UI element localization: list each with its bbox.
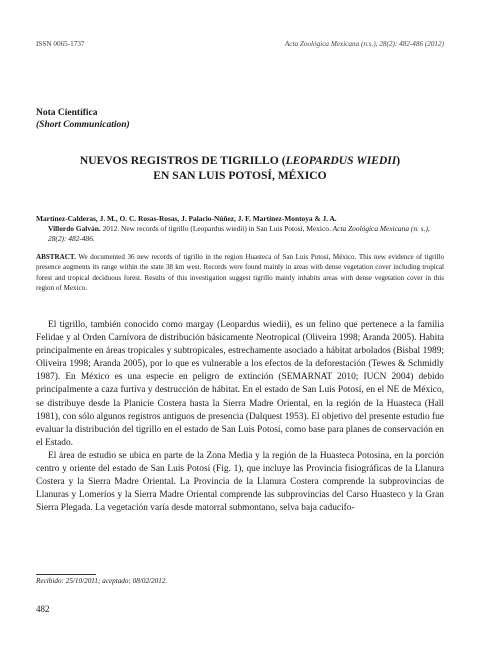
citation-authors-line1: Martínez-Calderas, J. M., O. C. Rosas-Rosas, J. Palacio-Núñez, J. F. Martínez-Montoya & J. A. xyxy=(36,214,337,223)
issn: ISSN 0065-1737 xyxy=(36,40,85,48)
title-part2: ) xyxy=(396,154,401,167)
body-paragraph-2: El área de estudio se ubica en parte de la Zona Media y la región de la Huasteca Potosina, en la porción centro y oriente del estado de San Luis Potosí (Fig. 1), que incluye las Provincia fisiográficas de la Llanura Costera y la Sierra Madre Oriental. La Provincia de la Llanura Costera comprende la subprovincias de Llanuras y Lomeríos y la Sierra Madre Oriental comprende las subprovincias del Carso Huasteco y la Gran Sierra Plegada. La vegetación varía desde matorral submontano, selva baja caducifo- xyxy=(36,450,444,514)
article-title xyxy=(36,153,444,183)
article-body xyxy=(36,319,444,515)
title-line2: EN SAN LUIS POTOSÍ, MÉXICO xyxy=(153,169,327,182)
title-part1: NUEVOS REGISTROS DE TIGRILLO ( xyxy=(79,154,286,167)
body-paragraph-1: El tigrillo, también conocido como margay (Leopardus wiedii), es un felino que pertenece a la familia Felidae y al Orden Carnívora de distribución básicamente Neotropical (Oliveira 1998; Aranda 2005). Habita principalmente en áreas tropicales y subtropicales, estrechamente asociado a hábitat arbolados (Bisbal 1989; Oliveira 1998; Aranda 2005), por lo que es vulnerable a los efectos de la deforestación (Tewes & Schmidly 1987). En México es una especie en peligro de extinción (SEMARNAT 2010; IUCN 2004) debido principalmente a caza furtiva y destrucción de hábitat. En el estado de San Luis Potosí, en el NE de México, se distribuye desde la Planicie Costera hasta la Sierra Madre Oriental, en la región de la Huasteca (Hall 1981), con sólo algunos registros antiguos de presencia (Dalquest 1953). El objetivo del presente estudio fue evaluar la distribución del tigrillo en el estado de San Luis Potosí, como base para planes de conservación en el Estado. xyxy=(36,320,444,448)
abstract xyxy=(36,252,444,293)
footnote-rule xyxy=(36,574,96,575)
citation-authors-line2: Villordo Galván. xyxy=(48,224,101,234)
citation-text: 2012. New records of tigrillo (Leopardus wiedii) in San Luis Potosí, Mexico. xyxy=(100,224,331,234)
abstract-label: ABSTRACT. xyxy=(36,253,76,261)
section-sublabel: (Short Communication) xyxy=(36,120,130,130)
title-species: LEOPARDUS WIEDII xyxy=(285,154,397,167)
section-label: Nota Científica xyxy=(36,108,98,118)
received-accepted-dates: Recibido: 25/10/2011; aceptado: 08/02/2012. xyxy=(36,577,168,585)
abstract-text: We documented 36 new records of tigrillo in the region Huasteca of San Luis Potosí, México. This new evidence of tigrillo presence augments its range within the state 38 km west. Records were found mainly in areas with dense vegetation cover including tropical forest and tropical deciduous forest. Results of this investigation suggest tigrillo mainly inhabits areas with dense vegetation cover in this region of Mexico. xyxy=(36,253,444,292)
journal-header: Acta Zoológica Mexicana (n.s.), 28(2): 482-486 (2012) xyxy=(284,40,444,48)
page-number: 482 xyxy=(36,604,50,614)
citation-indent xyxy=(36,224,444,244)
citation-journal: Acta Zoológica Mexicana (n. s.), 28(2): 482-486. xyxy=(48,224,430,244)
citation xyxy=(36,214,444,245)
